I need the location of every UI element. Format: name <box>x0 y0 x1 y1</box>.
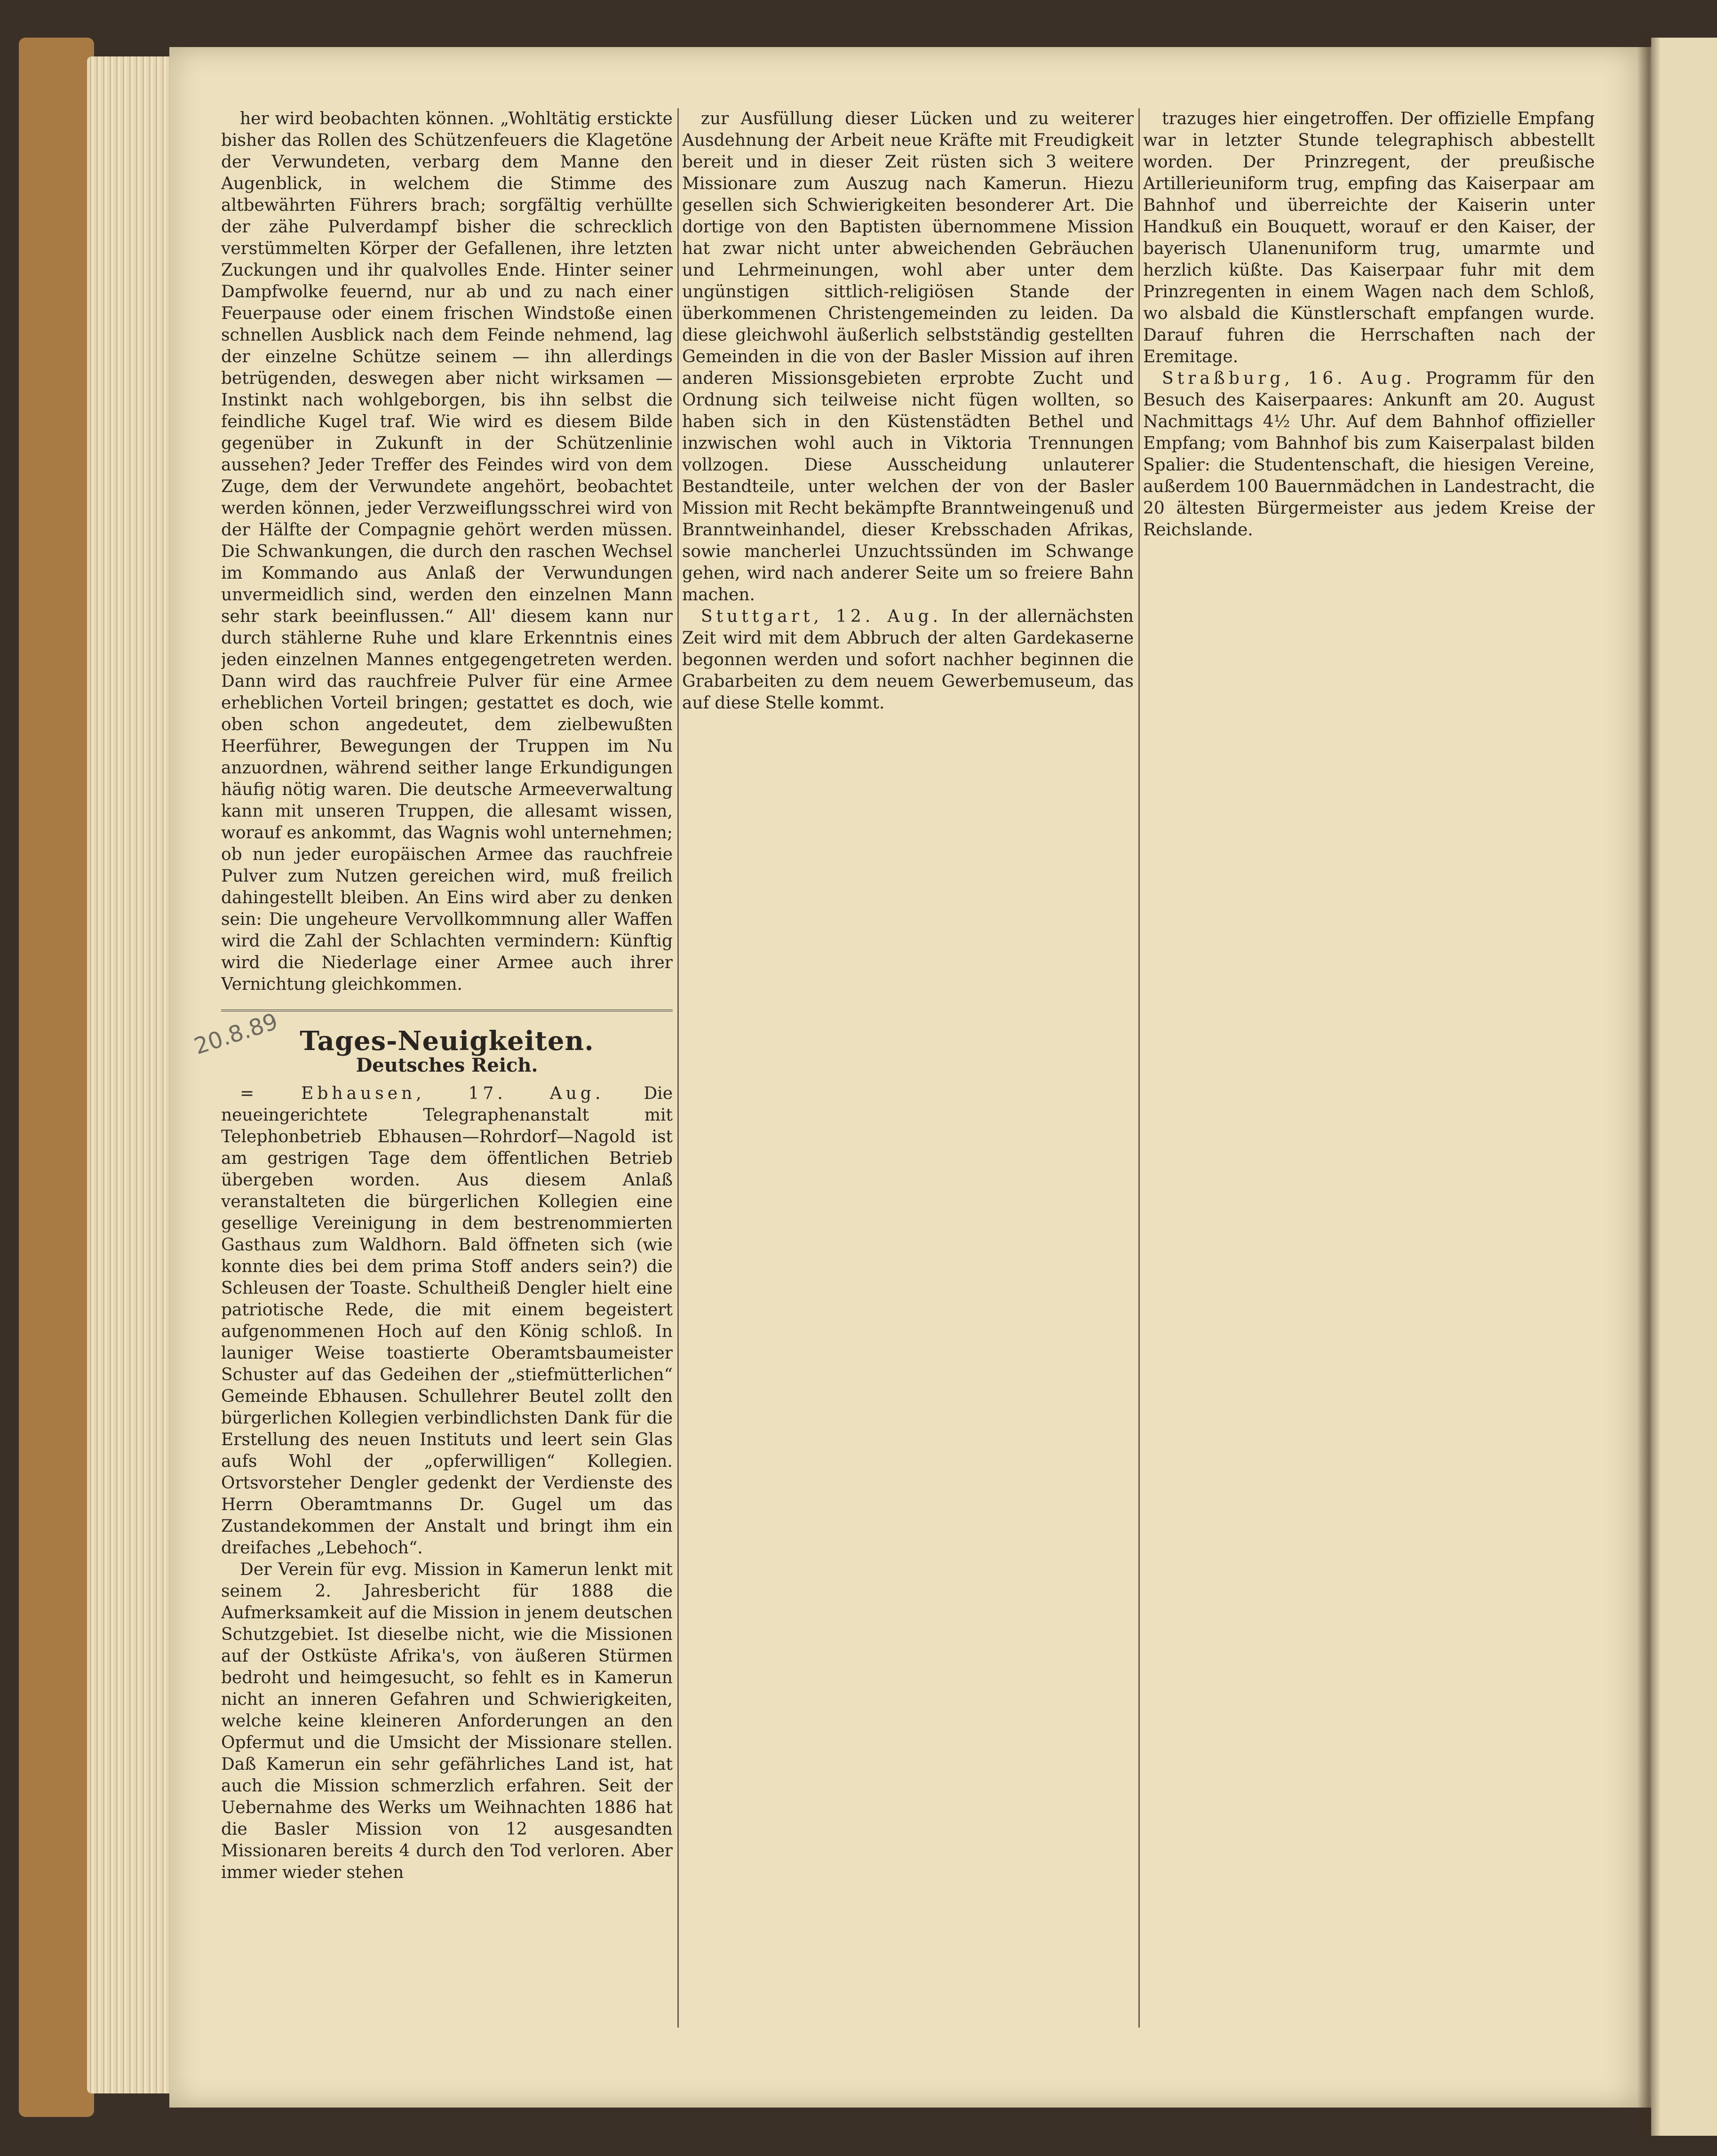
news-item-stuttgart <box>682 606 1134 714</box>
dateline: = Ebhausen, 17. Aug. <box>240 1084 604 1103</box>
column-2 <box>682 108 1134 2013</box>
article-continuation: her wird beobachten können. „Wohltätig erstickte bisher das Rollen des Schützenfeuers die Klagetöne der Verwundeten, verbarg dem Manne den Augenblick, in welchem die Stimme des altbewährten Führers brach; sorgfältig verhüllte der zähe Pulverdampf bisher die schrecklich verstümmelten Körper der Gefallenen, ihre letzten Zuckungen und ihr qualvolles Ende. Hinter seiner Dampfwolke feuernd, nur ab und zu nach einer Feuerpause oder einem frischen Windstoße einen schnellen Ausblick nach dem Feinde nehmend, lag der einzelne Schütze seinem — ihn allerdings betrügenden, deswegen aber nicht wirksamen — Instinkt nach wohlgeborgen, bis ihn selbst die feindliche Kugel traf. Wie wird es diesem Bilde gegenüber in Zukunft in der Schützenlinie aussehen? Jeder Treffer des Feindes wird von dem Zuge, dem der Verwundete angehört, beobachtet werden können, jeder Verzweiflungsschrei wird von der Hälfte der Compagnie gehört werden müssen. Die Schwankungen, die durch den raschen Wechsel im Kommando aus Anlaß der Verwundungen unvermeidlich sind, werden den einzelnen Mann sehr stark beeinflussen.“ All' diesem kann nur durch stählerne Ruhe und klare Erkenntnis eines jeden einzelnen Mannes entgegengetreten werden. Dann wird das rauchfreie Pulver für eine Armee erheblichen Vorteil bringen; gestattet es doch, wie oben schon angedeutet, dem zielbewußten Heerführer, Bewegungen der Truppen im Nu anzuordnen, während seither lange Erkundigungen häufig nötig waren. Die deutsche Armeeverwaltung kann mit unseren Truppen, die allesamt wissen, worauf es ankommt, das Wagnis wohl unternehmen; ob nun jeder europäischen Armee das rauchfreie Pulver zum Nutzen gereichen wird, muß freilich dahingestellt bleiben. An Eins wird aber zu denken sein: Die ungeheure Vervollkommnung aller Waffen wird die Zahl der Schlachten vermindern: Künftig wird die Niederlage einer Armee auch ihrer Vernichtung gleichkommen. <box>221 109 673 994</box>
article-continuation: trazuges hier eingetroffen. Der offizielle Empfang war in letzter Stunde telegraphisch abbestellt worden. Der Prinzregent, der preußische Artillerieuniform trug, empfing das Kaiserpaar am Bahnhof und überreichte der Kaiserin unter Handkuß ein Bouquett, worauf er den Kaiser, der bayerisch Ulanenuniform trug, umarmte und herzlich küßte. Das Kaiserpaar fuhr mit dem Prinzregenten in einem Wagen nach dem Schloß, wo alsbald die Künstlerschaft empfangen wurde. Darauf fuhren die Herrschaften nach der Eremitage. <box>1143 109 1595 366</box>
subsection-title: Deutsches Reich. <box>356 1054 538 1076</box>
section-title: Tages-Neuigkeiten. <box>300 1026 594 1057</box>
handwritten-margin-note: 20.8.89 <box>191 1008 281 1060</box>
news-item-strassburg <box>1143 368 1595 541</box>
book-cover-board <box>19 38 94 2117</box>
facing-page-edge <box>1651 38 1717 2136</box>
dateline: Straßburg, 16. Aug. <box>1162 369 1415 388</box>
column-3 <box>1143 108 1595 2013</box>
book-page-edges <box>87 56 176 2093</box>
column-rule <box>1138 108 1140 2028</box>
news-text: In der allernächsten Zeit wird mit dem Abbruch der alten Gardekaserne begonnen werden und sofort nachher beginnen die Grabarbeiten zu dem neuem Gewerbemuseum, das auf diese Stelle kommt. <box>682 607 1134 713</box>
news-item-ebhausen <box>221 1083 673 1559</box>
dateline: Stuttgart, 12. Aug. <box>701 607 942 626</box>
article-continuation: zur Ausfüllung dieser Lücken und zu weiterer Ausdehnung der Arbeit neue Kräfte mit Freudigkeit bereit und in dieser Zeit rüsten sich 3 weitere Missionare zum Auszug nach Kamerun. Hiezu gesellen sich Schwierigkeiten besonderer Art. Die dortige von den Baptisten übernommene Mission hat zwar nicht unter abweichenden Gebräuchen und Lehrmeinungen, wohl aber unter dem ungünstigen sittlich-religiösen Stande der überkommenen Christengemeinden zu leiden. Da diese gleichwohl äußerlich selbstständig gestellten Gemeinden in die von der Basler Mission auf ihren anderen Missionsgebieten erprobte Zucht und Ordnung sich teilweise nicht fügen wollten, so haben sich in den Küstenstädten Bethel und inzwischen wohl auch in Viktoria Trennungen vollzogen. Diese Ausscheidung unlauterer Bestandteile, unter welchen der von der Basler Mission mit Recht bekämpfte Branntweingenuß und Branntweinhandel, dieser Krebsschaden Afrikas, sowie mancherlei Unzuchtssünden im Schwange gehen, wird nach anderer Seite um so freiere Bahn machen. <box>682 109 1134 605</box>
news-item-kamerun-mission: Der Verein für evg. Mission in Kamerun lenkt mit seinem 2. Jahresbericht für 1888 die Aufmerksamkeit auf die Mission in jenem deutschen Schutzgebiet. Ist dieselbe nicht, wie die Missionen auf der Ostküste Afrika's, von äußeren Stürmen bedroht und heimgesucht, so fehlt es in Kamerun nicht an inneren Gefahren und Schwierigkeiten, welche keine kleineren Anforderungen an den Opfermut und die Umsicht der Missionare stellen. Daß Kamerun ein sehr gefährliches Land ist, hat auch die Mission schmerzlich erfahren. Seit der Uebernahme des Werks um Weihnachten 1886 hat die Basler Mission von 12 ausgesandten Missionaren bereits 4 durch den Tod verloren. Aber immer wieder stehen <box>221 1560 673 1882</box>
column-rule <box>677 108 679 2028</box>
news-text: Die neueingerichtete Telegraphenanstalt mit Telephonbetrieb Ebhausen—Rohrdorf—Nagold ist am gestrigen Tage dem öffentlichen Betrieb übergeben worden. Aus diesem Anlaß veranstalteten die bürgerlichen Kollegien eine gesellige Vereinigung in dem bestrenommierten Gasthaus zum Waldhorn. Bald öffneten sich (wie konnte dies bei dem prima Stoff anders sein?) die Schleusen der Toaste. Schultheiß Dengler hielt eine patriotische Rede, die mit einem begeistert aufgenommenen Hoch auf den König schloß. In launiger Weise toastierte Oberamtsbaumeister Schuster auf das Gedeihen der „stiefmütterlichen“ Gemeinde Ebhausen. Schullehrer Beutel zollt den bürgerlichen Kollegien verbindlichsten Dank für die Erstellung des neuen Instituts und leert sein Glas aufs Wohl der „opferwilligen“ Kollegien. Ortsvorsteher Dengler gedenkt der Verdienste des Herrn Oberamtmanns Dr. Gugel um das Zustandekommen der Anstalt und bringt ihm ein dreifaches „Lebehoch“. <box>221 1084 673 1558</box>
column-1 <box>221 108 673 2013</box>
news-text: Programm für den Besuch des Kaiserpaares: Ankunft am 20. August Nachmittags 4½ Uhr. Auf dem Bahnhof offizieller Empfang; vom Bahnhof bis zum Kaiserpalast bilden Spalier: die Studentenschaft, die hiesigen Vereine, außerdem 100 Bauernmädchen in Landestracht, die 20 ältesten Bürgermeister aus jedem Kreise der Reichslande. <box>1143 369 1595 540</box>
section-divider <box>221 1010 673 1011</box>
book-gutter <box>1637 38 1661 2136</box>
